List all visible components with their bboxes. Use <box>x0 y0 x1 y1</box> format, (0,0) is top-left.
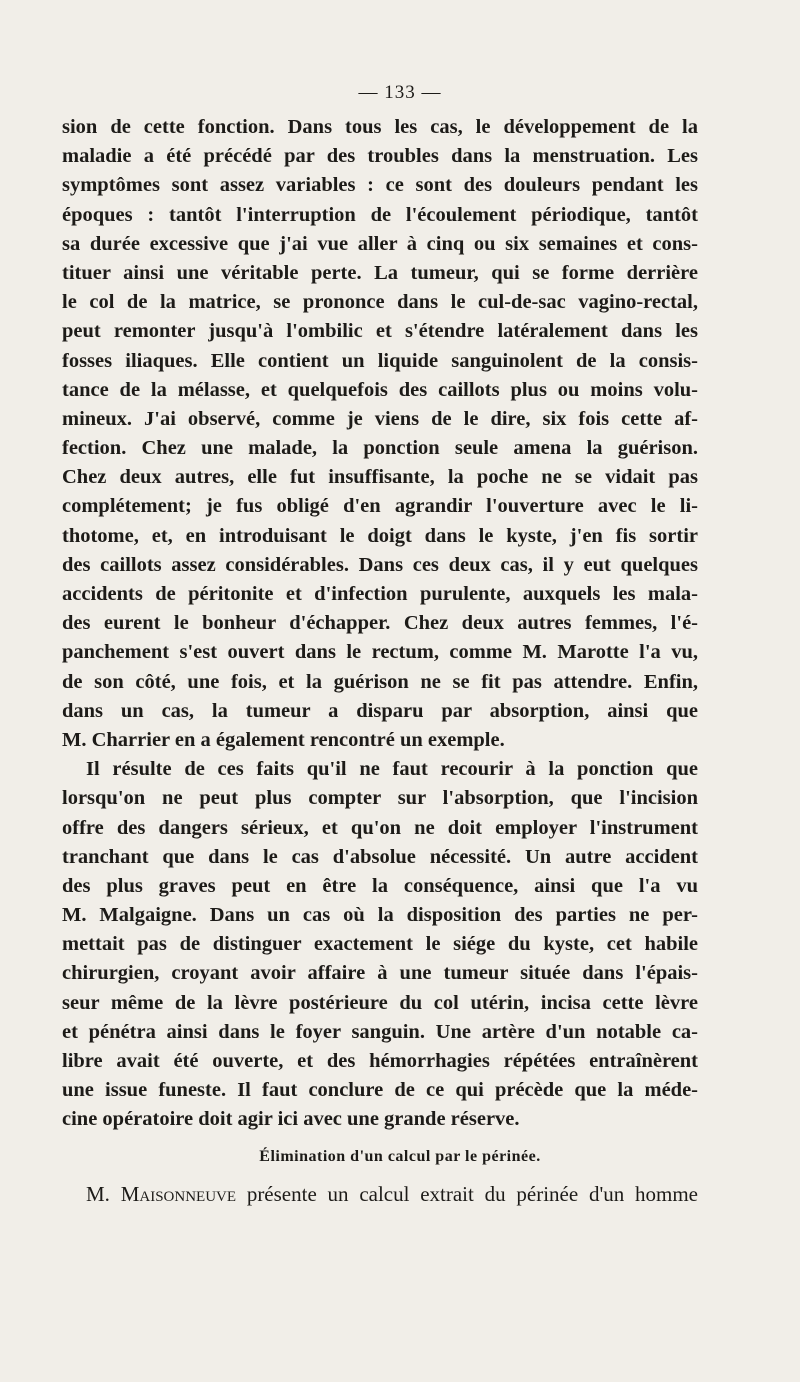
text-line: des plus graves peut en être la conséquence, ainsi que l'a vu <box>62 874 698 897</box>
text-line: et pénétra ainsi dans le foyer sanguin. Une artère d'un notable ca- <box>62 1020 698 1043</box>
text-line: cine opératoire doit agir ici avec une grande réserve. <box>62 1108 520 1131</box>
text-line: fosses iliaques. Elle contient un liquide sanguinolent de la consis- <box>62 349 698 372</box>
text-line: mettait pas de distinguer exactement le siége du kyste, cet habile <box>62 933 698 956</box>
text-line: thotome, et, en introduisant le doigt dans le kyste, j'en fis sortir <box>62 524 698 547</box>
text-line: de son côté, une fois, et la guérison ne se fit pas attendre. Enfin, <box>62 670 698 693</box>
body-text <box>62 113 698 1135</box>
text-line: libre avait été ouverte, et des hémorrhagies répétées entraînèrent <box>62 1050 698 1072</box>
page-number: — 133 — <box>358 82 442 103</box>
text-line: le col de la matrice, se prononce dans le cul-de-sac vagino-rectal, <box>62 291 698 314</box>
final-paragraph-text: présente un calcul extrait du périnée d'un homme <box>236 1182 698 1206</box>
text-line: M. Charrier en a également rencontré un exemple. <box>62 728 505 751</box>
text-line: lorsqu'on ne peut plus compter sur l'absorption, que l'incision <box>62 787 698 810</box>
text-line: Chez deux autres, elle fut insuffisante, la poche ne se vidait pas <box>62 466 698 489</box>
text-line: complétement; je fus obligé d'en agrandir l'ouverture avec le li- <box>62 495 698 518</box>
text-line: époques : tantôt l'interruption de l'écoulement périodique, tantôt <box>62 203 698 226</box>
paragraph-2 <box>62 755 698 1134</box>
author-name: Maisonneuve <box>120 1182 237 1206</box>
text-line: symptômes sont assez variables : ce sont des douleurs pendant les <box>62 174 698 197</box>
text-line: sion de cette fonction. Dans tous les cas, le développement de la <box>62 116 698 138</box>
text-line: panchement s'est ouvert dans le rectum, comme M. Marotte l'a vu, <box>62 641 698 664</box>
text-line: fection. Chez une malade, la ponction seule amena la guérison. <box>62 437 698 460</box>
text-line: tranchant que dans le cas d'absolue nécessité. Un autre accident <box>62 845 698 868</box>
text-line: tituer ainsi une véritable perte. La tumeur, qui se forme derrière <box>62 261 698 284</box>
text-line: M. Malgaigne. Dans un cas où la disposition des parties ne per- <box>62 904 698 927</box>
text-line: peut remonter jusqu'à l'ombilic et s'étendre latéralement dans les <box>62 320 698 343</box>
text-line: des caillots assez considérables. Dans ces deux cas, il y eut quelques <box>62 553 698 576</box>
text-line: Il résulte de ces faits qu'il ne faut recourir à la ponction que <box>86 758 698 781</box>
final-paragraph <box>86 1180 698 1209</box>
text-line: accidents de péritonite et d'infection purulente, auxquels les mala- <box>62 583 698 605</box>
final-paragraph-prefix: M. <box>86 1182 121 1206</box>
section-heading: Élimination d'un calcul par le périnée. <box>259 1148 541 1165</box>
text-line: dans un cas, la tumeur a disparu par absorption, ainsi que <box>62 699 698 722</box>
text-line: mineux. J'ai observé, comme je viens de le dire, six fois cette af- <box>62 407 698 430</box>
text-line: offre des dangers sérieux, et qu'on ne doit employer l'instrument <box>62 816 698 839</box>
text-line: seur même de la lèvre postérieure du col utérin, incisa cette lèvre <box>62 991 698 1014</box>
text-line: maladie a été précédé par des troubles dans la menstruation. Les <box>62 145 698 168</box>
text-line: sa durée excessive que j'ai vue aller à cinq ou six semaines et cons- <box>62 232 698 255</box>
text-line: des eurent le bonheur d'échapper. Chez deux autres femmes, l'é- <box>62 612 698 635</box>
paragraph-1 <box>62 113 698 755</box>
text-line: chirurgien, croyant avoir affaire à une tumeur située dans l'épais- <box>62 962 698 985</box>
text-line: une issue funeste. Il faut conclure de ce qui précède que la méde- <box>62 1079 698 1102</box>
text-line: tance de la mélasse, et quelquefois des caillots plus ou moins volu- <box>62 378 698 401</box>
